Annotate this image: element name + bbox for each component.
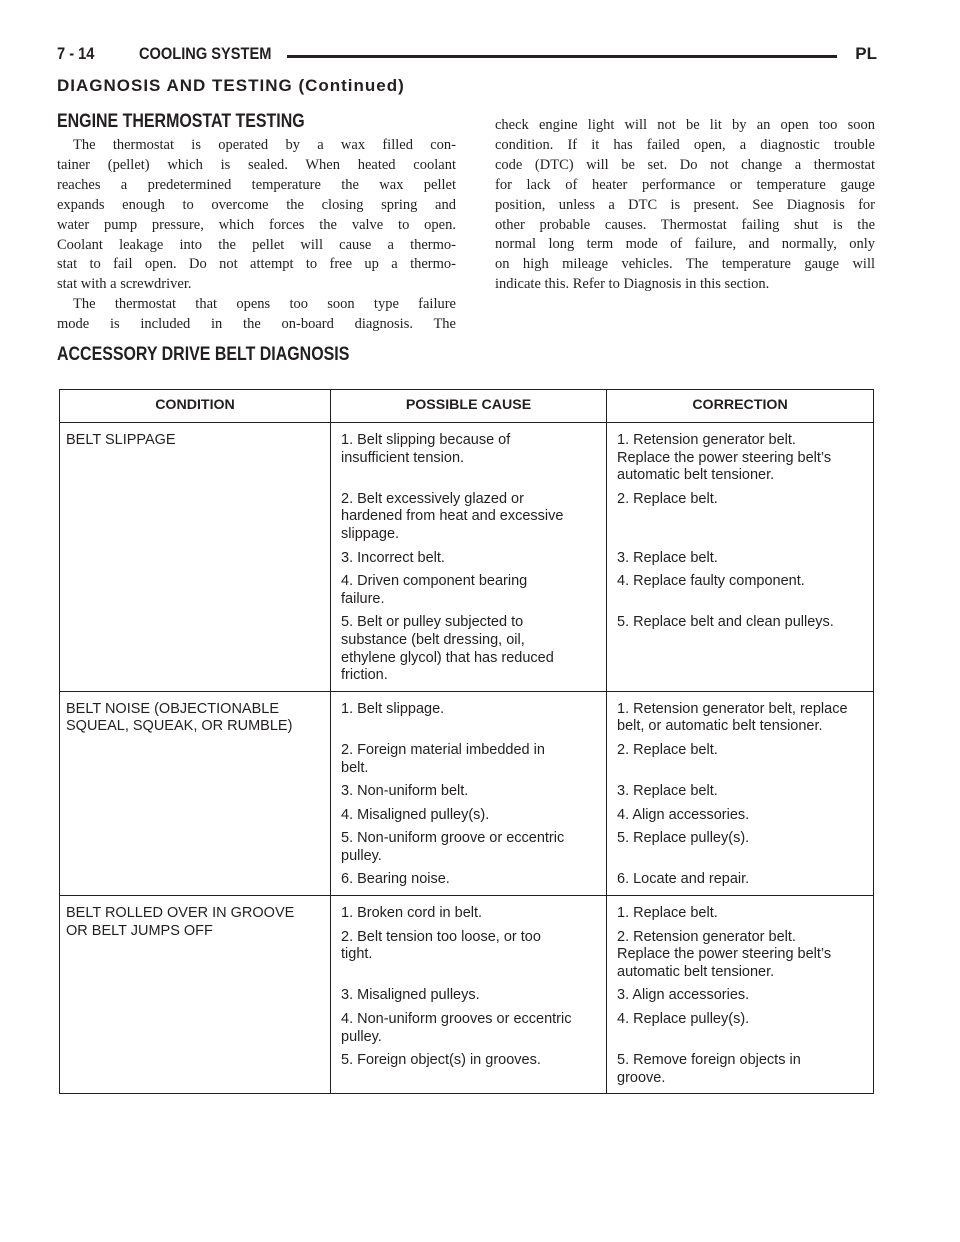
correction-cell bbox=[607, 896, 874, 1094]
cause-text: slippage. bbox=[341, 525, 400, 542]
belt-diagnosis-table bbox=[59, 389, 874, 1094]
text-line: tainer (pellet) which is sealed. When heated coolant bbox=[57, 156, 456, 173]
cause-text: 5. Foreign object(s) in grooves. bbox=[341, 1052, 541, 1069]
section-title: COOLING SYSTEM bbox=[139, 44, 272, 63]
text-line: Coolant leakage into the pellet will cause a thermo- bbox=[57, 236, 456, 253]
correction-text bbox=[617, 650, 867, 668]
table-row bbox=[60, 691, 874, 895]
correction-text: 3. Align accessories. bbox=[617, 987, 750, 1004]
text-line: other probable causes. Thermostat failing shut is the bbox=[495, 216, 875, 233]
cause-item bbox=[341, 614, 600, 684]
belt-diagnosis-heading: ACCESSORY DRIVE BELT DIAGNOSIS bbox=[57, 344, 350, 365]
column-header-condition: CONDITION bbox=[60, 390, 331, 423]
cause-cell bbox=[331, 691, 607, 895]
correction-item bbox=[617, 432, 867, 485]
cause-item bbox=[341, 701, 600, 736]
correction-item bbox=[617, 550, 867, 568]
cause-text: 2. Foreign material imbedded in bbox=[341, 741, 545, 758]
correction-text: 5. Replace pulley(s). bbox=[617, 830, 750, 847]
cause-text bbox=[341, 718, 600, 736]
text-line: mode is included in the on-board diagnosis. The bbox=[57, 316, 456, 333]
cause-text: tight. bbox=[341, 946, 373, 963]
correction-text bbox=[617, 848, 867, 866]
text-line: stat to fail open. Do not attempt to free up a thermo- bbox=[57, 256, 456, 273]
cause-text: substance (belt dressing, oil, bbox=[341, 631, 525, 648]
text-line: water pump pressure, which forces the valve to open. bbox=[57, 216, 456, 233]
cause-text: pulley. bbox=[341, 847, 382, 864]
text-line: for lack of heater performance or temperature gauge bbox=[495, 176, 875, 193]
cause-text bbox=[341, 467, 600, 485]
correction-text: 2. Replace belt. bbox=[617, 741, 718, 758]
text-line: normal long term mode of failure, and normally, only bbox=[495, 236, 875, 253]
text-line: condition. If it has failed open, a diagnostic trouble bbox=[495, 136, 875, 153]
correction-item bbox=[617, 1052, 867, 1087]
cause-text: 1. Belt slipping because of bbox=[341, 432, 511, 448]
cause-item bbox=[341, 1011, 600, 1046]
correction-text: 1. Retension generator belt. bbox=[617, 432, 796, 448]
cause-cell bbox=[331, 423, 607, 692]
correction-text: 2. Retension generator belt. bbox=[617, 928, 796, 945]
correction-item bbox=[617, 742, 867, 777]
text-line: expands enough to overcome the closing spring and bbox=[57, 196, 456, 213]
correction-text bbox=[617, 1029, 867, 1047]
correction-text: 3. Replace belt. bbox=[617, 783, 718, 800]
cause-text: insufficient tension. bbox=[341, 449, 465, 466]
text-line: reaches a predetermined temperature the wax pellet bbox=[57, 176, 456, 193]
cause-text: 1. Broken cord in belt. bbox=[341, 905, 483, 922]
cause-item bbox=[341, 742, 600, 777]
correction-item bbox=[617, 807, 867, 825]
cause-text bbox=[341, 1070, 600, 1088]
correction-item bbox=[617, 701, 867, 736]
correction-text: 4. Align accessories. bbox=[617, 806, 750, 823]
correction-item bbox=[617, 871, 867, 889]
cause-item bbox=[341, 929, 600, 982]
correction-text: Replace the power steering belt’s bbox=[617, 449, 832, 466]
cause-text: belt. bbox=[341, 759, 369, 776]
column-header-correction: CORRECTION bbox=[607, 390, 874, 423]
correction-item bbox=[617, 491, 867, 544]
cause-text: 6. Bearing noise. bbox=[341, 871, 450, 888]
correction-cell bbox=[607, 691, 874, 895]
text-line: The thermostat is operated by a wax filled con- bbox=[73, 137, 456, 153]
correction-text: 4. Replace faulty component. bbox=[617, 573, 805, 590]
cause-text: 4. Non-uniform grooves or eccentric bbox=[341, 1011, 572, 1028]
table-row bbox=[60, 896, 874, 1094]
cause-item bbox=[341, 491, 600, 544]
correction-text: Replace the power steering belt’s bbox=[617, 946, 832, 963]
text-line: indicate this. Refer to Diagnosis in this section. bbox=[495, 276, 770, 293]
continued-heading: DIAGNOSIS AND TESTING (Continued) bbox=[57, 76, 405, 95]
correction-item bbox=[617, 573, 867, 608]
correction-text bbox=[617, 760, 867, 778]
correction-text: groove. bbox=[617, 1069, 666, 1086]
correction-text: 2. Replace belt. bbox=[617, 490, 718, 507]
correction-item bbox=[617, 783, 867, 801]
condition-text: BELT ROLLED OVER IN GROOVE bbox=[66, 905, 295, 922]
correction-text: 5. Replace belt and clean pulleys. bbox=[617, 614, 834, 631]
cause-text: 2. Belt tension too loose, or too bbox=[341, 928, 541, 945]
correction-text: 4. Replace pulley(s). bbox=[617, 1011, 750, 1028]
cause-text: 2. Belt excessively glazed or bbox=[341, 490, 524, 507]
correction-text bbox=[617, 526, 867, 544]
cause-item bbox=[341, 905, 600, 923]
cause-item bbox=[341, 432, 600, 485]
condition-text: BELT NOISE (OBJECTIONABLE bbox=[66, 700, 279, 717]
correction-text bbox=[617, 591, 867, 609]
text-line: check engine light will not be lit by an open too soon bbox=[495, 117, 875, 133]
cause-text: 4. Driven component bearing bbox=[341, 573, 528, 590]
cause-item bbox=[341, 1052, 600, 1087]
correction-item bbox=[617, 614, 867, 684]
cause-item bbox=[341, 871, 600, 889]
cause-text: 3. Incorrect belt. bbox=[341, 549, 445, 566]
correction-text: 6. Locate and repair. bbox=[617, 871, 750, 888]
table-body bbox=[60, 423, 874, 1094]
page-header bbox=[57, 44, 877, 74]
cause-text: 1. Belt slippage. bbox=[341, 700, 445, 717]
correction-cell bbox=[607, 423, 874, 692]
cause-text: 3. Non-uniform belt. bbox=[341, 783, 469, 800]
correction-item bbox=[617, 987, 867, 1005]
correction-item bbox=[617, 830, 867, 865]
condition-text: SQUEAL, SQUEAK, OR RUMBLE) bbox=[66, 718, 293, 735]
condition-text: OR BELT JUMPS OFF bbox=[66, 922, 213, 939]
cause-item bbox=[341, 987, 600, 1005]
cause-text: ethylene glycol) that has reduced bbox=[341, 649, 554, 666]
header-rule bbox=[287, 55, 837, 58]
cause-text: 5. Non-uniform groove or eccentric bbox=[341, 830, 565, 847]
correction-text bbox=[617, 508, 867, 526]
thermostat-text-left bbox=[57, 136, 456, 335]
text-line: on high mileage vehicles. The temperature gauge will bbox=[495, 256, 875, 273]
condition-text: BELT SLIPPAGE bbox=[66, 432, 176, 448]
cause-text: 5. Belt or pulley subjected to bbox=[341, 614, 524, 631]
condition-cell bbox=[60, 691, 331, 895]
correction-text: 1. Replace belt. bbox=[617, 905, 718, 922]
correction-text: belt, or automatic belt tensioner. bbox=[617, 718, 823, 735]
cause-text bbox=[341, 964, 600, 982]
correction-text: 1. Retension generator belt, replace bbox=[617, 700, 848, 717]
text-line: position, unless a DTC is present. See Diagnosis for bbox=[495, 196, 875, 213]
cause-text: hardened from heat and excessive bbox=[341, 508, 564, 525]
thermostat-heading: ENGINE THERMOSTAT TESTING bbox=[57, 111, 305, 132]
correction-text bbox=[617, 632, 867, 650]
cause-text: friction. bbox=[341, 667, 388, 684]
text-line: The thermostat that opens too soon type failure bbox=[73, 296, 456, 313]
text-line: stat with a screwdriver. bbox=[57, 276, 192, 293]
correction-text: automatic belt tensioner. bbox=[617, 467, 775, 484]
cause-item bbox=[341, 783, 600, 801]
correction-item bbox=[617, 929, 867, 982]
model-code: PL bbox=[855, 44, 877, 63]
cause-item bbox=[341, 573, 600, 608]
correction-text: automatic belt tensioner. bbox=[617, 963, 775, 980]
cause-item bbox=[341, 807, 600, 825]
table-row bbox=[60, 423, 874, 692]
correction-text: 5. Remove foreign objects in bbox=[617, 1052, 801, 1069]
page-number: 7 - 14 bbox=[57, 44, 95, 63]
correction-text: 3. Replace belt. bbox=[617, 549, 718, 566]
cause-text: 3. Misaligned pulleys. bbox=[341, 987, 480, 1004]
cause-item bbox=[341, 550, 600, 568]
condition-cell bbox=[60, 423, 331, 692]
correction-item bbox=[617, 905, 867, 923]
correction-text bbox=[617, 667, 867, 685]
condition-cell bbox=[60, 896, 331, 1094]
column-header-cause: POSSIBLE CAUSE bbox=[331, 390, 607, 423]
cause-text: failure. bbox=[341, 590, 385, 607]
table-header-row bbox=[60, 390, 874, 423]
cause-item bbox=[341, 830, 600, 865]
text-line: code (DTC) will be set. Do not change a thermostat bbox=[495, 156, 875, 173]
correction-item bbox=[617, 1011, 867, 1046]
cause-text: pulley. bbox=[341, 1028, 382, 1045]
cause-text: 4. Misaligned pulley(s). bbox=[341, 806, 490, 823]
thermostat-text-right bbox=[495, 116, 875, 295]
cause-cell bbox=[331, 896, 607, 1094]
